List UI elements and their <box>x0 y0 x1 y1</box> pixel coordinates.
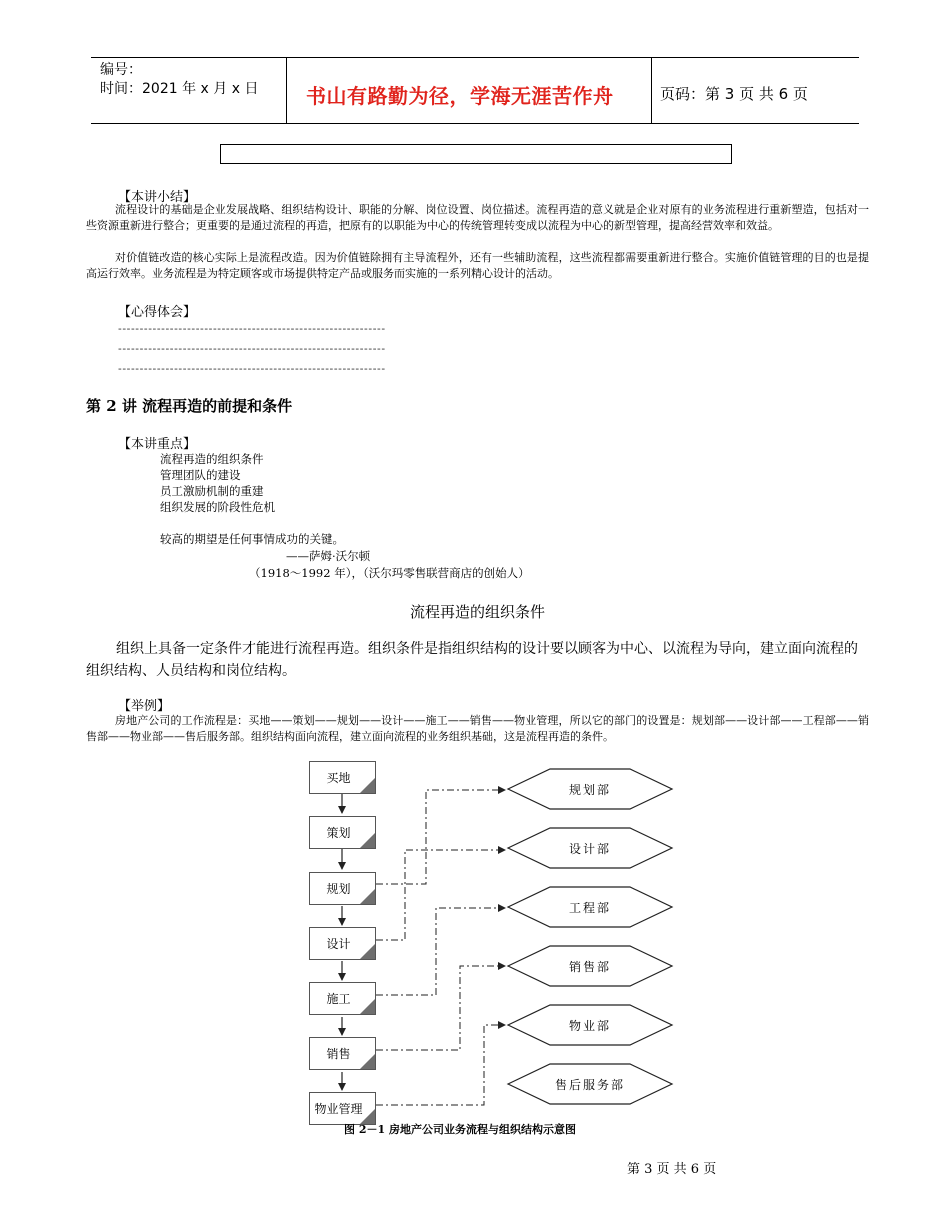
lecture-title: 第 2 讲 流程再造的前提和条件 <box>86 397 293 415</box>
flow-step-label: 施工 <box>326 992 351 1006</box>
flow-step-label: 规划 <box>326 882 351 896</box>
flow-step-label: 销售 <box>326 1047 351 1061</box>
dept-label-planning: 规划部 <box>568 782 611 797</box>
reflection-line: -------------------------------------------------------------- <box>118 362 386 375</box>
header-motto: 书山有路勤为径，学海无涯苦作舟 <box>306 84 614 108</box>
box-corner <box>360 778 375 793</box>
box-corner <box>360 999 375 1014</box>
section-body: 组织上具备一定条件才能进行流程再造。组织条件是指组织结构的设计要以顾客为中心、以流程为导向，建立面向流程的组织结构、人员结构和岗位结构。 <box>86 641 858 679</box>
dept-label-aftersales: 售后服务部 <box>554 1077 625 1092</box>
connector-property <box>376 1025 505 1105</box>
keypoints-heading: 【本讲重点】 <box>118 437 197 452</box>
keypoint-item: 流程再造的组织条件 <box>160 452 264 466</box>
reflection-line: -------------------------------------------------------------- <box>118 342 386 355</box>
summary-heading: 【本讲小结】 <box>118 190 197 205</box>
connector-design <box>376 850 505 940</box>
flow-step-label: 设计 <box>326 937 351 951</box>
example-heading: 【举例】 <box>118 699 171 714</box>
box-corner <box>360 944 375 959</box>
quote-text: 较高的期望是任何事情成功的关键。 <box>160 532 344 546</box>
figure-caption: 图 2－1 房地产公司业务流程与组织结构示意图 <box>344 1123 576 1136</box>
flow-step-label: 买地 <box>326 771 351 785</box>
flow-step-label: 策划 <box>326 826 351 840</box>
flow-step-design <box>309 927 376 960</box>
connector-construction <box>376 908 505 995</box>
dept-label-engineering: 工程部 <box>568 900 611 915</box>
flow-step-sales <box>309 1037 376 1070</box>
keypoint-item: 员工激励机制的重建 <box>160 484 264 498</box>
flow-step-label: 物业管理 <box>314 1102 363 1116</box>
dept-label-design: 设计部 <box>568 841 611 856</box>
dept-label-property: 物业部 <box>568 1018 611 1033</box>
summary-paragraph-2: 对价值链改造的核心实际上是流程改造。因为价值链除拥有主导流程外，还有一些辅助流程，这些流程都需要重新进行整合。实施价值链管理的目的也是提高运行效率。业务流程是为特定顾客或市场提供特定产品或服务而实施的一系列精心设计的活动。 <box>86 251 869 280</box>
reflection-line: -------------------------------------------------------------- <box>118 322 386 335</box>
header-page-info: 页码：第 3 页 共 6 页 <box>660 85 808 103</box>
connector-sales <box>376 966 505 1050</box>
keypoint-item: 组织发展的阶段性危机 <box>160 500 275 514</box>
quote-note: （1918～1992 年），（沃尔玛零售联营商店的创始人） <box>249 566 530 580</box>
flow-step-land <box>309 761 376 794</box>
flow-step-planning <box>309 872 376 905</box>
dept-label-sales: 销售部 <box>568 959 611 974</box>
flow-step-strategy <box>309 816 376 849</box>
keypoint-item: 管理团队的建设 <box>160 468 241 482</box>
reflection-heading: 【心得体会】 <box>118 305 197 320</box>
page-footer: 第 3 页 共 6 页 <box>627 1162 717 1177</box>
box-corner <box>360 1054 375 1069</box>
connector-planning <box>376 790 505 884</box>
header-number-label: 编号： <box>100 62 142 78</box>
example-text: 房地产公司的工作流程是：买地——策划——规划——设计——施工——销售——物业管理，所以它的部门的设置是：规划部——设计部——工程部——销售部——物业部——售后服务部。组织结构面向流程，建立面向流程的业务组织基础，这是流程再造的条件。 <box>86 714 869 743</box>
box-corner <box>360 889 375 904</box>
summary-paragraph-1: 流程设计的基础是企业发展战略、组织结构设计、职能的分解、岗位设置、岗位描述。流程再造的意义就是企业对原有的业务流程进行重新塑造，包括对一些资源重新进行整合；更重要的是通过流程的再造，把原有的以职能为中心的传统管理转变成以流程为中心的新型管理，提高经营效率和效益。 <box>86 203 869 232</box>
section-subtitle: 流程再造的组织条件 <box>410 603 546 621</box>
box-corner <box>360 833 375 848</box>
quote-author: ——萨姆·沃尔顿 <box>286 549 371 563</box>
header-date: 时间：2021 年 x 月 x 日 <box>100 81 259 97</box>
flow-step-construction <box>309 982 376 1015</box>
